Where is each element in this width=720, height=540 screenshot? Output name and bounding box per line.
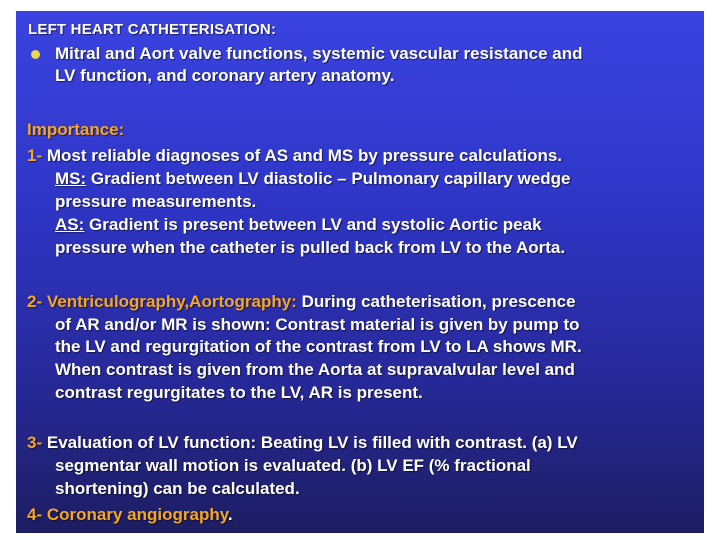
item-2-term: Ventriculography,Aortography:: [46, 292, 297, 311]
item-3-line-3: shortening) can be calculated.: [55, 479, 300, 498]
item-2-line-4: When contrast is given from the Aorta at supravalvular level and: [55, 360, 575, 379]
item-2-text: During catheterisation, prescence: [301, 292, 576, 311]
item-2-number: 2-: [27, 292, 43, 311]
intro-line-2: LV function, and coronary artery anatomy.: [55, 66, 395, 85]
item-2-line-1: [27, 291, 576, 312]
ms-label: MS:: [55, 169, 87, 188]
item-4-line: [27, 504, 233, 525]
item-2-line-3: the LV and regurgitation of the contrast from LV to LA shows MR.: [55, 337, 582, 356]
item-4-number: 4-: [27, 505, 43, 524]
item-3-number: 3-: [27, 433, 43, 452]
intro-line-1: Mitral and Aort valve functions, systemic vascular resistance and: [55, 44, 583, 63]
item-1-line-1: [27, 145, 562, 166]
item-4-period: .: [227, 505, 233, 524]
as-text: Gradient is present between LV and systolic Aortic peak: [89, 215, 542, 234]
item-4-text: Coronary angiography: [46, 505, 228, 524]
slide: [16, 11, 704, 533]
as-line-2: pressure when the catheter is pulled back from LV to the Aorta.: [55, 238, 566, 257]
ms-line-1: [55, 168, 571, 189]
bullet-icon: [31, 50, 40, 59]
ms-line-2: pressure measurements.: [55, 192, 257, 211]
item-2-line-5: contrast regurgitates to the LV, AR is present.: [55, 383, 423, 402]
ms-text: Gradient between LV diastolic – Pulmonary capillary wedge: [90, 169, 571, 188]
item-3-text: Evaluation of LV function: Beating LV is filled with contrast. (a) LV: [46, 433, 578, 452]
as-line-1: [55, 214, 542, 235]
item-2-line-2: of AR and/or MR is shown: Contrast material is given by pump to: [55, 315, 580, 334]
as-label: AS:: [55, 215, 85, 234]
slide-title: LEFT HEART CATHETERISATION:: [28, 21, 277, 38]
item-1-text: Most reliable diagnoses of AS and MS by pressure calculations.: [46, 146, 563, 165]
importance-heading: Importance:: [27, 120, 125, 139]
item-3-line-2: segmentar wall motion is evaluated. (b) LV EF (% fractional: [55, 456, 531, 475]
item-1-number: 1-: [27, 146, 43, 165]
item-3-line-1: [27, 432, 578, 453]
